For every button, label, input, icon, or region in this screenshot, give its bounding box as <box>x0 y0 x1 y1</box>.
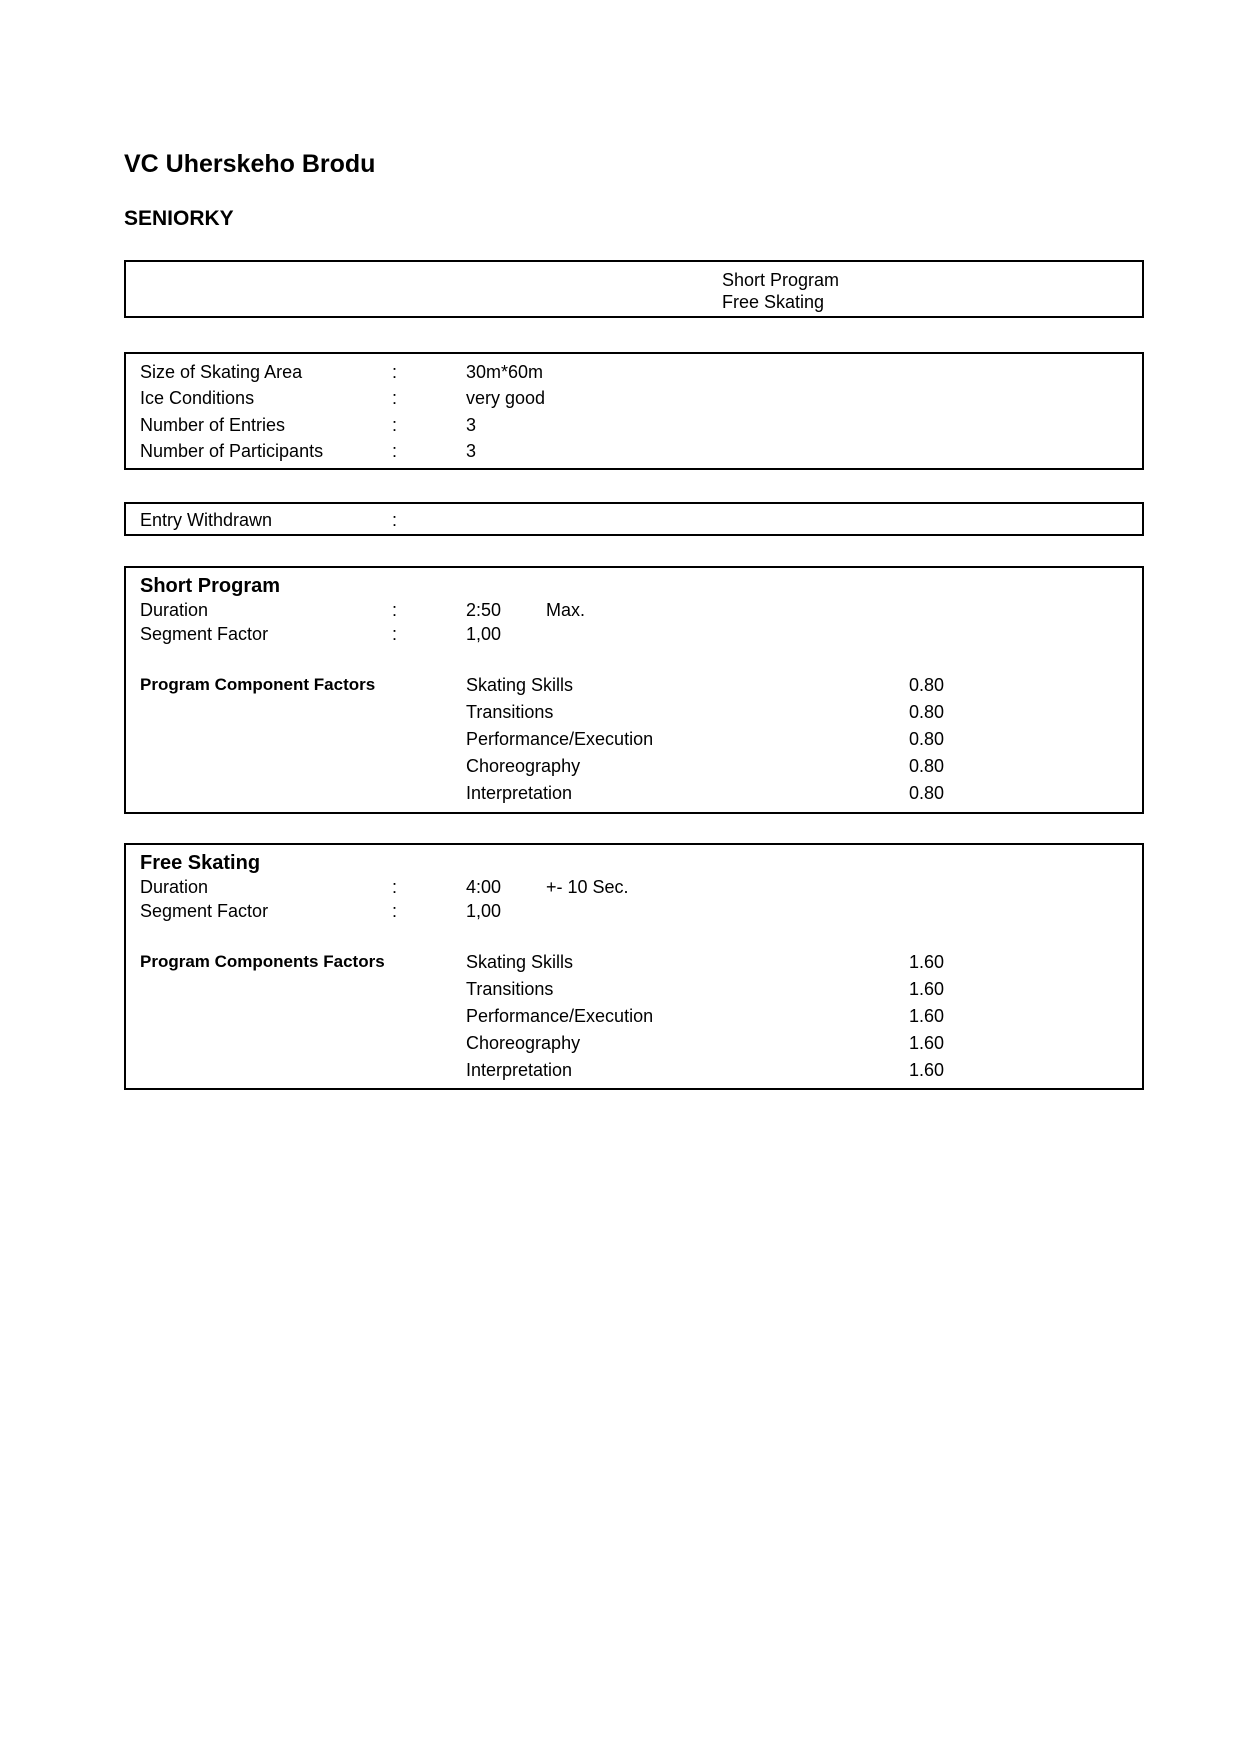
info-label: Number of Entries <box>140 415 286 435</box>
component-name: Choreography <box>466 756 581 776</box>
free-skating-box <box>124 843 1144 1090</box>
component-factor: 1.60 <box>909 1033 945 1053</box>
segment-factor-label: Segment Factor <box>140 624 269 644</box>
component-name: Skating Skills <box>466 675 574 695</box>
category-title: SENIORKY <box>124 207 234 230</box>
pcf-label: Program Components Factors <box>140 952 385 971</box>
event-title: VC Uherskeho Brodu <box>124 150 376 178</box>
component-name: Performance/Execution <box>466 1006 654 1026</box>
segment-name: Short Program <box>722 270 840 290</box>
component-factor: 0.80 <box>909 729 945 749</box>
component-name: Transitions <box>466 979 554 999</box>
info-label: Ice Conditions <box>140 388 255 408</box>
info-value: 30m*60m <box>466 362 544 382</box>
segment-name: Free Skating <box>722 292 825 312</box>
component-factor: 0.80 <box>909 783 945 803</box>
withdrawn-sep: : <box>392 510 398 530</box>
duration-label: Duration <box>140 600 209 620</box>
component-name: Interpretation <box>466 783 573 803</box>
withdrawn-label: Entry Withdrawn <box>140 510 273 530</box>
info-sep: : <box>392 362 398 382</box>
segment-factor-sep: : <box>392 624 398 644</box>
component-name: Choreography <box>466 1033 581 1053</box>
duration-value: 4:00 <box>466 877 502 897</box>
info-value: 3 <box>466 441 477 461</box>
info-box <box>124 352 1144 470</box>
duration-note: +- 10 Sec. <box>546 877 629 897</box>
component-factor: 0.80 <box>909 756 945 776</box>
free-skating-heading: Free Skating <box>140 852 261 874</box>
duration-label: Duration <box>140 877 209 897</box>
info-value: 3 <box>466 415 477 435</box>
duration-sep: : <box>392 600 398 620</box>
component-factor: 0.80 <box>909 702 945 722</box>
component-factor: 1.60 <box>909 1060 945 1080</box>
info-sep: : <box>392 441 398 461</box>
pcf-label: Program Component Factors <box>140 675 376 694</box>
segment-factor-sep: : <box>392 901 398 921</box>
info-sep: : <box>392 415 398 435</box>
component-name: Performance/Execution <box>466 729 654 749</box>
duration-value: 2:50 <box>466 600 502 620</box>
duration-note: Max. <box>546 600 586 620</box>
segment-factor-value: 1,00 <box>466 901 502 921</box>
component-name: Transitions <box>466 702 554 722</box>
component-factor: 1.60 <box>909 1006 945 1026</box>
info-label: Number of Participants <box>140 441 324 461</box>
short-program-heading: Short Program <box>140 575 281 597</box>
component-factor: 0.80 <box>909 675 945 695</box>
segment-factor-label: Segment Factor <box>140 901 269 921</box>
short-program-box <box>124 566 1144 814</box>
withdrawn-box <box>124 502 1144 536</box>
component-factor: 1.60 <box>909 979 945 999</box>
info-sep: : <box>392 388 398 408</box>
segments-box <box>124 260 1144 318</box>
duration-sep: : <box>392 877 398 897</box>
info-value: very good <box>466 388 546 408</box>
component-name: Skating Skills <box>466 952 574 972</box>
info-label: Size of Skating Area <box>140 362 303 382</box>
component-name: Interpretation <box>466 1060 573 1080</box>
segment-factor-value: 1,00 <box>466 624 502 644</box>
component-factor: 1.60 <box>909 952 945 972</box>
